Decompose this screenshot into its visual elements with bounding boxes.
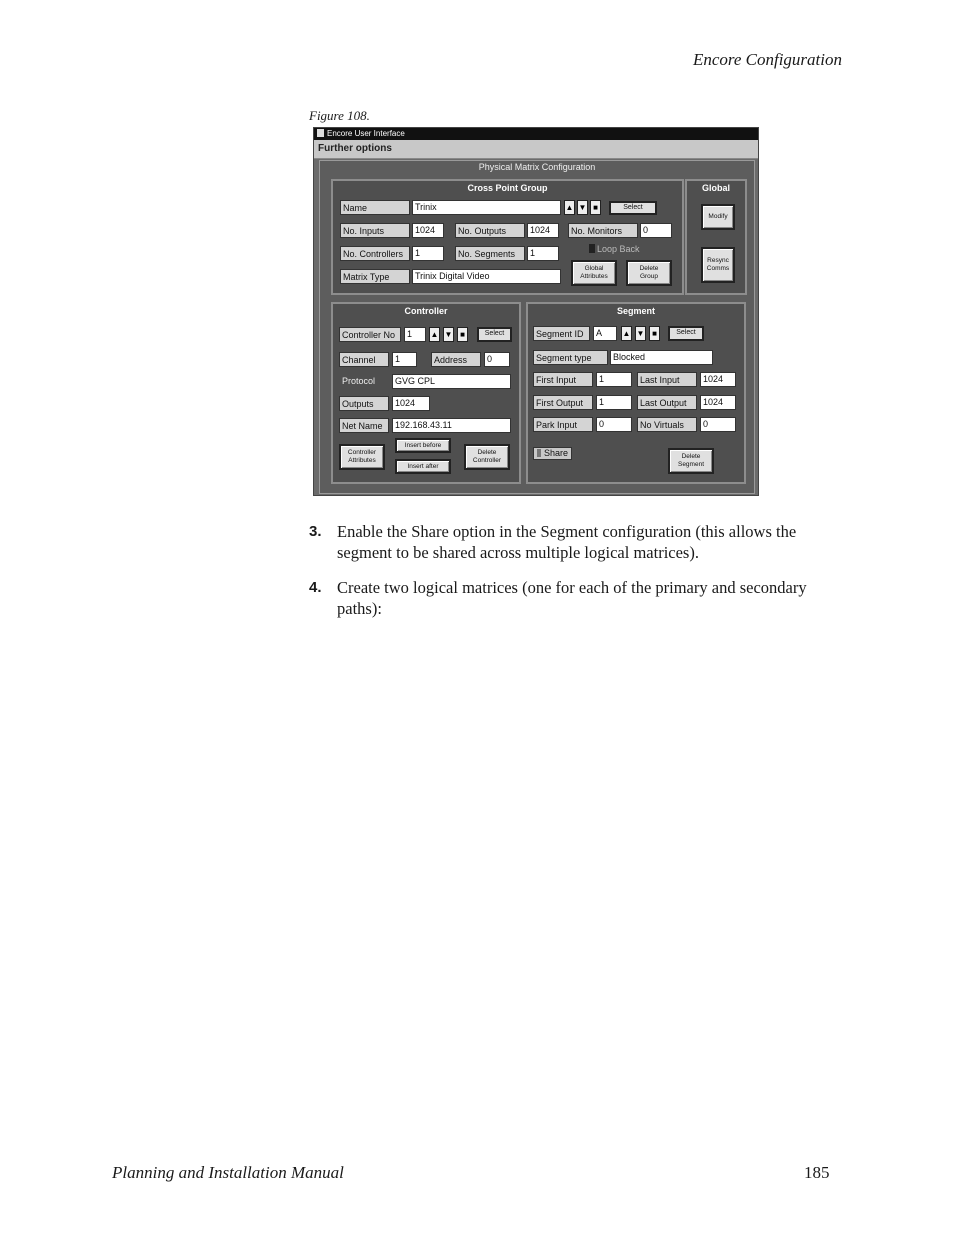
cross-point-group-panel	[331, 179, 684, 295]
name-label: Name	[340, 200, 410, 215]
address-label: Address	[431, 352, 481, 367]
step-4	[309, 577, 849, 621]
net-name-label: Net Name	[339, 418, 389, 433]
first-input-label: First Input	[533, 372, 593, 387]
global-attr-line2: Attributes	[580, 273, 608, 280]
last-input-field[interactable]: 1024	[700, 372, 736, 387]
step-text: Create two logical matrices (one for each of the primary and secondary paths):	[337, 578, 807, 618]
controller-no-field[interactable]: 1	[404, 327, 426, 342]
menu-bar	[314, 140, 758, 159]
last-output-field[interactable]: 1024	[700, 395, 736, 410]
protocol-field[interactable]: GVG CPL	[392, 374, 511, 389]
modify-button[interactable]: Modify	[701, 204, 735, 230]
matrix-type-field[interactable]: Trinix Digital Video	[412, 269, 561, 284]
first-output-field[interactable]: 1	[596, 395, 632, 410]
checkbox-icon	[589, 244, 595, 253]
controller-title: Controller	[404, 306, 448, 316]
arrow-up-icon[interactable]: ▲	[621, 326, 632, 341]
delete-segment-button[interactable]	[668, 448, 714, 474]
cpg-title: Cross Point Group	[467, 183, 548, 193]
monitors-field[interactable]: 0	[640, 223, 672, 238]
running-header: Encore Configuration	[692, 50, 842, 69]
park-input-label: Park Input	[533, 417, 593, 432]
virtuals-label: No Virtuals	[637, 417, 697, 432]
window-title: Encore User Interface	[327, 129, 405, 138]
step-number: 3.	[309, 523, 322, 540]
checkbox-icon	[537, 449, 541, 457]
arrow-down-icon[interactable]: ▼	[635, 326, 646, 341]
controller-attributes-button[interactable]	[339, 444, 385, 470]
inputs-label: No. Inputs	[340, 223, 410, 238]
arrow-down-icon[interactable]: ▼	[443, 327, 454, 342]
arrow-up-icon[interactable]: ▲	[564, 200, 575, 215]
last-output-label: Last Output	[637, 395, 697, 410]
resync-line1: Resync	[707, 257, 729, 264]
arrow-up-icon[interactable]: ▲	[429, 327, 440, 342]
arrow-down-icon[interactable]: ▼	[577, 200, 588, 215]
first-output-label: First Output	[533, 395, 593, 410]
segment-type-field[interactable]: Blocked	[610, 350, 713, 365]
delete-group-line2: Group	[639, 273, 659, 280]
global-attributes-button[interactable]	[571, 260, 617, 286]
channel-label: Channel	[339, 352, 389, 367]
cpg-select-button[interactable]: Select	[609, 201, 657, 215]
stop-icon[interactable]: ■	[590, 200, 601, 215]
segment-id-field[interactable]: A	[593, 326, 617, 341]
segments-label: No. Segments	[455, 246, 525, 261]
outputs-label: No. Outputs	[455, 223, 525, 238]
name-field[interactable]: Trinix	[412, 200, 561, 215]
segments-field[interactable]: 1	[527, 246, 559, 261]
controller-no-label: Controller No	[339, 327, 401, 342]
pmc-title: Physical Matrix Configuration	[478, 162, 596, 172]
segment-id-label: Segment ID	[533, 326, 590, 341]
matrix-type-label: Matrix Type	[340, 269, 410, 284]
global-attr-line1: Global	[584, 265, 604, 272]
controllers-field[interactable]: 1	[412, 246, 444, 261]
delete-controller-line2: Controller	[472, 457, 502, 464]
global-panel	[685, 179, 747, 295]
delete-group-button[interactable]	[626, 260, 672, 286]
controller-attr-line2: Attributes	[348, 457, 376, 464]
segment-select-button[interactable]: Select	[668, 326, 704, 341]
share-checkbox[interactable]	[533, 447, 572, 460]
stop-icon[interactable]: ■	[457, 327, 468, 342]
monitors-label: No. Monitors	[568, 223, 638, 238]
page-number: 185	[804, 1163, 830, 1182]
delete-controller-button[interactable]	[464, 444, 510, 470]
window-titlebar	[314, 128, 758, 140]
physical-matrix-config	[319, 160, 755, 494]
step-text: Enable the Share option in the Segment configuration (this allows the segment to be shared across multiple logical matrices).	[337, 522, 797, 562]
controller-attr-line1: Controller	[347, 449, 377, 456]
segment-type-label: Segment type	[533, 350, 608, 365]
delete-group-line1: Delete	[639, 265, 659, 272]
stop-icon[interactable]: ■	[649, 326, 660, 341]
virtuals-field[interactable]: 0	[700, 417, 736, 432]
outputs-field[interactable]: 1024	[527, 223, 559, 238]
controller-outputs-field[interactable]: 1024	[392, 396, 430, 411]
controller-panel	[331, 302, 521, 484]
last-input-label: Last Input	[637, 372, 697, 387]
global-title: Global	[701, 183, 730, 193]
loop-back-checkbox[interactable]	[589, 243, 640, 255]
delete-segment-line2: Segment	[677, 461, 705, 468]
segment-panel	[526, 302, 746, 484]
step-number: 4.	[309, 579, 322, 596]
first-input-field[interactable]: 1	[596, 372, 632, 387]
figure-screenshot	[313, 127, 759, 496]
controller-select-button[interactable]: Select	[477, 327, 512, 342]
menu-further-options[interactable]: Further options	[318, 143, 392, 154]
segment-title: Segment	[616, 306, 655, 316]
app-icon	[317, 129, 324, 137]
address-field[interactable]: 0	[484, 352, 510, 367]
outputs-label: Outputs	[339, 396, 389, 411]
footer-title: Planning and Installation Manual	[112, 1163, 344, 1182]
insert-after-button[interactable]: Insert after	[395, 459, 451, 474]
resync-line2: Comms	[706, 265, 730, 272]
inputs-field[interactable]: 1024	[412, 223, 444, 238]
loop-back-label: Loop Back	[597, 244, 640, 254]
insert-before-button[interactable]: Insert before	[395, 438, 451, 453]
controllers-label: No. Controllers	[340, 246, 410, 261]
step-3	[309, 521, 849, 565]
share-label: Share	[544, 448, 569, 458]
protocol-label: Protocol	[342, 376, 376, 386]
net-name-field[interactable]: 192.168.43.11	[392, 418, 511, 433]
delete-controller-line1: Delete	[477, 449, 497, 456]
delete-segment-line1: Delete	[681, 453, 701, 460]
resync-comms-button[interactable]	[701, 247, 735, 283]
park-input-field[interactable]: 0	[596, 417, 632, 432]
channel-field[interactable]: 1	[392, 352, 417, 367]
figure-caption: Figure 108.	[309, 108, 370, 123]
